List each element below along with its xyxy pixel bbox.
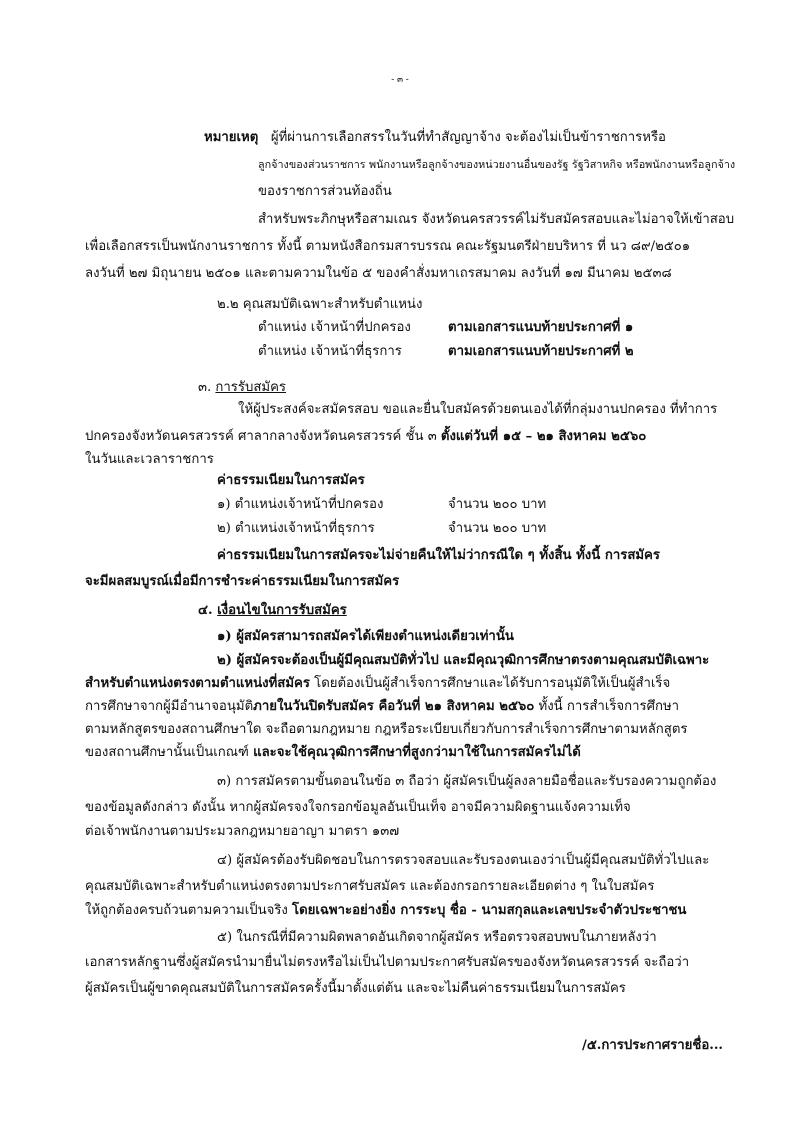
s22-doc-1: ตามเอกสารแนบท้ายประกาศที่ ๑: [448, 320, 634, 335]
condition-4-text: ให้ถูกต้องครบถ้วนตามความเป็นจริง: [85, 903, 293, 918]
s3-application-dates: ตั้งแต่วันที่ ๑๕ – ๒๑ สิงหาคม ๒๕๖๐: [440, 429, 647, 444]
refund-line-1: ค่าธรรมเนียมในการสมัครจะไม่จ่ายคืนให้ไม่ว่ากรณีใด ๆ ทั้งสิ้น ทั้งนี้ การสมัคร: [217, 548, 660, 563]
fee-amount-1: จำนวน ๒๐๐ บาท: [448, 497, 547, 512]
condition-2-line-1: ๒) ผู้สมัครจะต้องเป็นผู้มีคุณสมบัติทั่วไป และมีคุณวุฒิการศึกษาตรงตามคุณสมบัติเฉพาะ: [217, 653, 710, 668]
condition-3-line-3: ต่อเจ้าพนักงานตามประมวลกฎหมายอาญา มาตรา ๑๓๗: [85, 824, 400, 839]
condition-2-text-b: การศึกษาจากผู้มีอำนาจอนุมัติ: [85, 699, 254, 714]
condition-2-text-d: ของสถานศึกษานั้นเป็นเกณฑ์: [85, 745, 254, 760]
refund-line-2: จะมีผลสมบูรณ์เมื่อมีการชำระค่าธรรมเนียมในการสมัคร: [85, 574, 400, 589]
section-4-heading: [198, 601, 347, 621]
condition-2-bold-a: สำหรับตำแหน่งตรงตามตำแหน่งที่สมัคร: [85, 676, 310, 691]
s3-line-2-text: ปกครองจังหวัดนครสวรรค์ ศาลากลางจังหวัดนครสวรรค์ ชั้น ๓: [85, 429, 441, 444]
section-4-number: ๔.: [198, 603, 213, 618]
s22-position-2: ตำแหน่ง เจ้าหน้าที่ธุรการ: [258, 344, 402, 359]
section-2-2-heading: ๒.๒ คุณสมบัติเฉพาะสำหรับตำแหน่ง: [217, 297, 423, 312]
condition-5-line-1: ๕) ในกรณีที่มีความผิดพลาดอันเกิดจากผู้สมัคร หรือตรวจสอบพบในภายหลังว่า: [217, 930, 657, 945]
condition-2-text-a: โดยต้องเป็นผู้สำเร็จการศึกษาและได้รับการอนุมัติให้เป็นผู้สำเร็จ: [309, 676, 671, 691]
note-line-2: ลูกจ้างของส่วนราชการ พนักงานหรือลูกจ้างของหน่วยงานอื่นของรัฐ รัฐวิสาหกิจ หรือพนักงานหรือลูกจ้าง: [258, 158, 736, 171]
condition-4-line-1: ๔) ผู้สมัครต้องรับผิดชอบในการตรวจสอบและรับรองตนเองว่าเป็นผู้มีคุณสมบัติทั่วไปและ: [217, 853, 710, 868]
condition-2-text-c: ทั้งนี้ การสำเร็จการศึกษา: [534, 699, 680, 714]
section-4-title: เงื่อนไขในการรับสมัคร: [217, 603, 347, 618]
condition-2-bold-b: และจะใช้คุณวุฒิการศึกษาที่สูงกว่ามาใช้ในการสมัครไม่ได้: [253, 745, 581, 760]
s22-doc-2: ตามเอกสารแนบท้ายประกาศที่ ๒: [448, 344, 634, 359]
section-3-title: การรับสมัคร: [215, 380, 286, 395]
section-3-heading: [198, 378, 286, 398]
condition-4-bold: โดยเฉพาะอย่างยิ่ง การระบุ ชื่อ - นามสกุลและเลขประจำตัวประชาชน: [292, 903, 687, 918]
condition-2-line-2: [85, 674, 670, 694]
monk-line-3: ลงวันที่ ๒๗ มิถุนายน ๒๕๐๑ และตามความในข้อ ๕ ของคำสั่งมหาเถรสมาคม ลงวันที่ ๑๗ มีนาคม ๒๕๓๘: [85, 266, 672, 281]
monk-line-1: สำหรับพระภิกษุหรือสามเณร จังหวัดนครสวรรค์ไม่รับสมัครสอบและไม่อาจให้เข้าสอบ: [258, 212, 735, 227]
note-line-3: ของราชการส่วนท้องถิ่น: [258, 184, 392, 199]
s3-line-3: ในวันและเวลาราชการ: [85, 452, 214, 467]
note-label: หมายเหตุ: [204, 130, 259, 145]
note-paragraph: [204, 128, 666, 148]
condition-1: ๑) ผู้สมัครสามารถสมัครได้เพียงตำแหน่งเดียวเท่านั้น: [217, 629, 514, 644]
monk-line-2: เพื่อเลือกสรรเป็นพนักงานราชการ ทั้งนี้ ตามหนังสือกรมสารบรรณ คณะรัฐมนตรีฝ่ายบริหาร ที่ นว ๘๙/๒๕๐๑: [85, 239, 691, 254]
fee-heading: ค่าธรรมเนียมในการสมัคร: [217, 473, 365, 488]
condition-3-line-2: ของข้อมูลดังกล่าว ดังนั้น หากผู้สมัครจงใจกรอกข้อมูลอันเป็นเท็จ อาจมีความผิดฐานแจ้งความเท็จ: [85, 800, 631, 815]
condition-3-line-1: ๓) การสมัครตามขั้นตอนในข้อ ๓ ถือว่า ผู้สมัครเป็นผู้ลงลายมือชื่อและรับรองความถูกต้อง: [217, 774, 717, 789]
condition-2-line-5: [85, 743, 581, 763]
fee-amount-2: จำนวน ๒๐๐ บาท: [448, 521, 547, 536]
condition-4-line-2: คุณสมบัติเฉพาะสำหรับตำแหน่งตรงตามประกาศรับสมัคร และต้องกรอกรายละเอียดต่าง ๆ ในใบสมัคร: [85, 879, 655, 894]
note-line-1: ผู้ที่ผ่านการเลือกสรรในวันที่ทำสัญญาจ้าง จะต้องไม่เป็นข้าราชการหรือ: [270, 130, 666, 145]
condition-2-line-4: ตามหลักสูตรของสถานศึกษาใด จะถือตามกฎหมาย กฎหรือระเบียบเกี่ยวกับการสำเร็จการศึกษาตามหลักสูตร: [85, 722, 688, 737]
continuation-note: /๕.การประกาศรายชื่อ...: [582, 1038, 724, 1053]
condition-2-line-3: [85, 697, 679, 717]
s22-position-1: ตำแหน่ง เจ้าหน้าที่ปกครอง: [258, 320, 411, 335]
condition-4-line-3: [85, 901, 686, 921]
s3-line-2: [85, 427, 646, 447]
condition-2-deadline: ภายในวันปิดรับสมัคร คือวันที่ ๒๑ สิงหาคม ๒๕๖๐: [253, 699, 535, 714]
fee-item-1: ๑) ตำแหน่งเจ้าหน้าที่ปกครอง: [217, 497, 384, 512]
page-number: - ๓ -: [391, 75, 409, 85]
section-3-number: ๓.: [198, 380, 212, 395]
s3-line-1: ให้ผู้ประสงค์จะสมัครสอบ ขอและยื่นใบสมัครด้วยตนเองได้ที่กลุ่มงานปกครอง ที่ทำการ: [238, 402, 718, 417]
fee-item-2: ๒) ตำแหน่งเจ้าหน้าที่ธุรการ: [217, 521, 375, 536]
condition-5-line-3: ผู้สมัครเป็นผู้ขาดคุณสมบัติในการสมัครครั้งนี้มาตั้งแต่ต้น และจะไม่คืนค่าธรรมเนียมในการสมัคร: [85, 981, 626, 996]
condition-5-line-2: เอกสารหลักฐานซึ่งผู้สมัครนำมายื่นไม่ตรงหรือไม่เป็นไปตามประกาศรับสมัครของจังหวัดนครสวรรค์ จะถือว่า: [85, 955, 690, 970]
